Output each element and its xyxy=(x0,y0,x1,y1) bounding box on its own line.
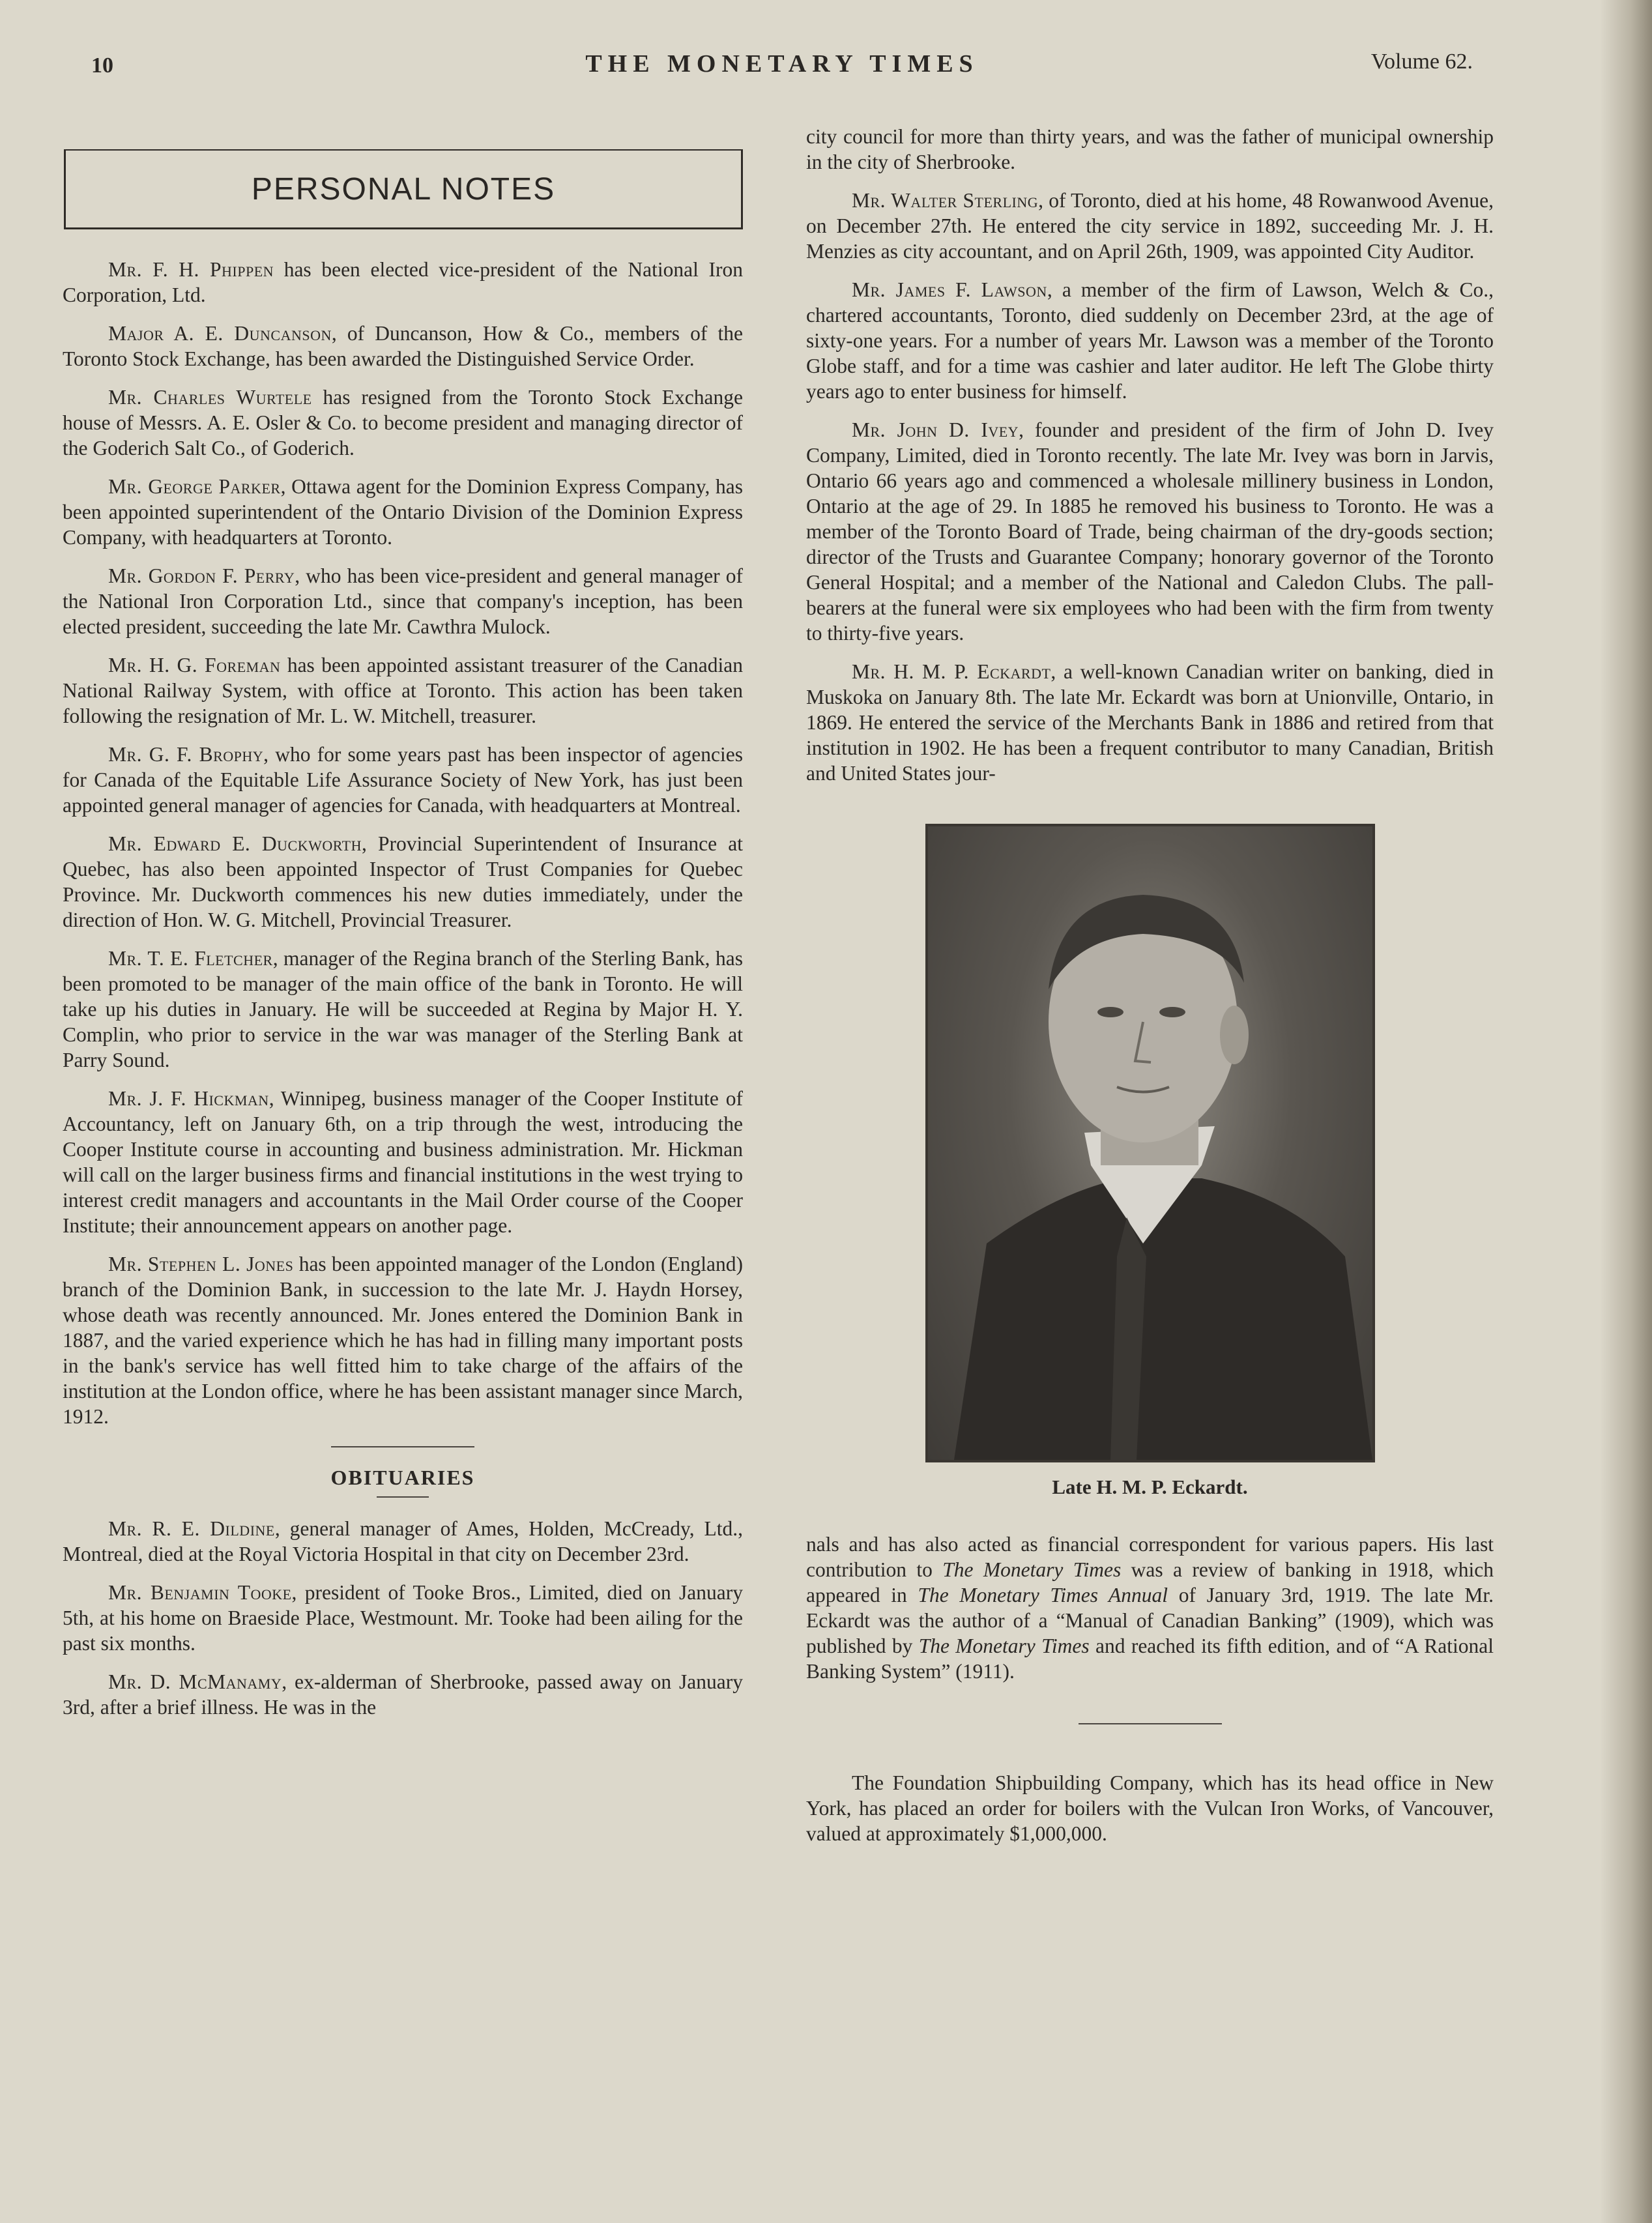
personal-note: Mr. H. G. Foreman has been appointed assistant treasurer of the Canadian National Railway System, with office at Toronto. This action has been taken following the resignation of Mr. L. W. Mitchell, treasurer. xyxy=(63,654,743,727)
heading-underline xyxy=(377,1496,429,1498)
personal-note: Mr. Stephen L. Jones has been appointed manager of the London (England) branch of the Dominion Bank, in succession to the late Mr. J. Haydn Horsey, whose death was recently announced. Mr. Jones entered the Dominion Bank in 1887, and the varied experience which he has had in filling many important posts in the bank's service has well fitted him to take charge of the affairs of the institution at the London office, where he has been assistant manager since March, 1912. xyxy=(63,1253,743,1428)
portrait-figure xyxy=(928,826,1372,1460)
running-head xyxy=(91,46,1473,85)
personal-notes-list xyxy=(63,257,743,1429)
personal-note: Mr. F. H. Phippen has been elected vice-president of the National Iron Corporation, Ltd. xyxy=(63,258,743,306)
journal-title: THE MONETARY TIMES xyxy=(585,50,979,78)
obituary: Mr. H. M. P. Eckardt, a well-known Canadian writer on banking, died in Muskoka on January 8th. The late Mr. Eckardt was born at Unionville, Ontario, in 1869. He entered the service of the Merchants Bank in 1886 and retired from that institution in 1902. He has been a frequent contributor to many Canadian, British and United States jour- xyxy=(806,660,1494,785)
personal-note: Mr. T. E. Fletcher, manager of the Regina branch of the Sterling Bank, has been promoted to be manager of the main office of the bank in Toronto. He will take up his duties in January. He will be succeeded at Regina by Major H. Y. Complin, who prior to service in the war was manager of the Sterling Bank at Parry Sound. xyxy=(63,947,743,1071)
obituary-continuation: city council for more than thirty years, and was the father of municipal ownership in the city of Sherbrooke. xyxy=(806,125,1494,173)
page-edge-shadow xyxy=(1600,0,1652,2223)
portrait-photo xyxy=(925,824,1375,1462)
personal-note: Major A. E. Duncanson, of Duncanson, How & Co., members of the Toronto Stock Exchange, has been awarded the Distinguished Service Order. xyxy=(63,322,743,370)
obituaries-list xyxy=(63,1516,743,1720)
section-heading-obituaries: OBITUARIES xyxy=(330,1466,475,1489)
personal-note: Mr. Charles Wurtele has resigned from the Toronto Stock Exchange house of Messrs. A. E. Osler & Co. to become president and managing director of the Goderich Salt Co., of Goderich. xyxy=(63,386,743,459)
obituary-continuation: nals and has also acted as financial correspondent for various papers. His last contribution to The Monetary Times was a review of banking in 1918, which appeared in The Monetary Times Annual of January 3rd, 1919. The late Mr. Eckardt was the author of a “Manual of Canadian Banking” (1909), which was published by The Monetary Times and reached its fifth edition, and of “A Rational Banking System” (1911). xyxy=(806,1533,1494,1683)
personal-note: Mr. G. F. Brophy, who for some years past has been inspector of agencies for Canada of the Equitable Life Assurance Society of New York, has just been appointed general manager of agencies for Canada, with headquarters at Montreal. xyxy=(63,743,744,817)
obituary: Mr. D. McManamy, ex-alderman of Sherbrooke, passed away on January 3rd, after a brief illness. He was in the xyxy=(63,1670,743,1719)
closing-note: The Foundation Shipbuilding Company, which has its head office in New York, has placed an order for boilers with the Vulcan Iron Works, of Vancouver, valued at approximately $1,000,000. xyxy=(806,1771,1494,1845)
obituary: Mr. Walter Sterling, of Toronto, died at his home, 48 Rowanwood Avenue, on December 27th. He entered the city service in 1892, succeeding Mr. J. H. Menzies as city accountant, and on April 26th, 1909, was appointed City Auditor. xyxy=(806,189,1494,263)
section-divider xyxy=(1079,1723,1222,1724)
right-column xyxy=(806,124,1494,1859)
left-column xyxy=(63,127,743,1733)
obituary: Mr. Benjamin Tooke, president of Tooke Bros., Limited, died on January 5th, at his home on Braeside Place, Westmount. Mr. Tooke had been ailing for the past six months. xyxy=(63,1581,743,1655)
section-divider xyxy=(331,1446,474,1447)
personal-note: Mr. George Parker, Ottawa agent for the Dominion Express Company, has been appointed superintendent of the Ontario Division of the Dominion Express Company, with headquarters at Toronto. xyxy=(63,475,743,549)
personal-notes-header-box xyxy=(64,149,743,229)
obituary: Mr. John D. Ivey, founder and president of the firm of John D. Ivey Company, Limited, died in Toronto recently. The late Mr. Ivey was born in Jarvis, Ontario 66 years ago and commenced a wholesale millinery business in London, Ontario at the age of 29. In 1885 he removed his business to Toronto. He was a member of the Toronto Board of Trade, being chairman of the dry-goods section; director of the Trusts and Guarantee Company; honorary governor of the Toronto General Hospital; and a member of the National and Caledon Clubs. The pall-bearers at the funeral were six employees who had been with the firm from twenty to thirty-five years. xyxy=(806,418,1494,645)
personal-note: Mr. Edward E. Duckworth, Provincial Superintendent of Insurance at Quebec, has also been appointed Inspector of Trust Companies for Quebec Province. Mr. Duckworth commences his new duties immediately, under the direction of Hon. W. G. Mitchell, Provincial Treasurer. xyxy=(63,832,743,931)
section-heading-personal-notes: PERSONAL NOTES xyxy=(251,171,556,207)
obituary: Mr. James F. Lawson, a member of the firm of Lawson, Welch & Co., chartered accountants, Toronto, died suddenly on December 23rd, at the age of sixty-one years. For a number of years Mr. Lawson was a member of the Toronto Globe staff, and for a time was cashier and later auditor. He left The Globe thirty years ago to enter business for himself. xyxy=(806,278,1494,403)
obituary: Mr. R. E. Dildine, general manager of Ames, Holden, McCready, Ltd., Montreal, died at the Royal Victoria Hospital in that city on December 23rd. xyxy=(63,1517,743,1565)
personal-note: Mr. J. F. Hickman, Winnipeg, business manager of the Cooper Institute of Accountancy, left on January 6th, on a trip through the west, introducing the Cooper Institute course in accounting and business administration. Mr. Hickman will call on the larger business firms and financial institutions in the west trying to interest credit managers and accountants in the Mail Order course of the Cooper Institute; their announcement appears on another page. xyxy=(63,1087,743,1237)
volume-label: Volume 62. xyxy=(1370,50,1473,74)
photo-caption: Late H. M. P. Eckardt. xyxy=(1052,1475,1248,1498)
personal-note: Mr. Gordon F. Perry, who has been vice-president and general manager of the National Iron Corporation Ltd., since that company's inception, has been elected president, succeeding the late Mr. Cawthra Mulock. xyxy=(63,564,743,638)
page-number: 10 xyxy=(91,53,113,78)
